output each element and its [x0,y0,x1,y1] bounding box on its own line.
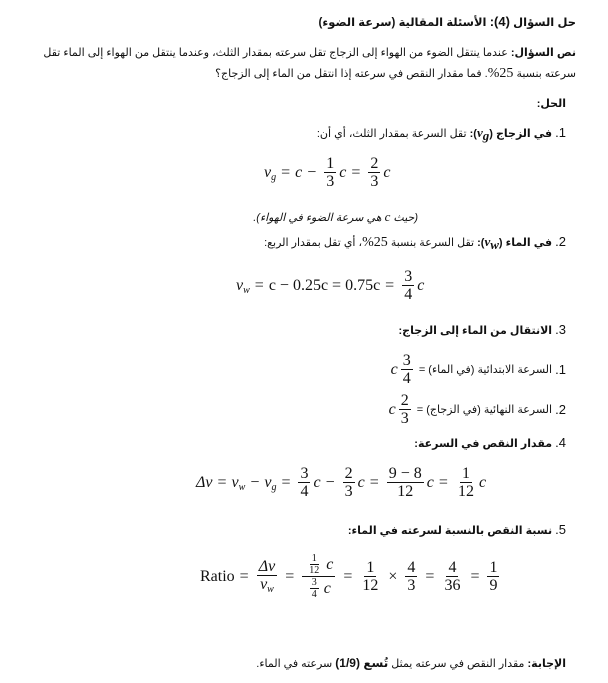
equation-delta-v: Δv = v w − v g = $\frac{3}{4}$ c − $\frac{2}{3}$ c = $\frac{9 - 8}{12}$ c = $\frac{1}{12}$ c [196,465,487,500]
step-5-number: 5. [555,522,566,537]
equation-vg: v g = c − $\frac{1}{3}$ c = $\frac{2}{3}$ c [264,155,391,190]
step-4-heading [414,435,566,450]
step-1-var: $(v_g)$: [469,125,493,144]
step-4-title: مقدار النقص في السرعة: [414,438,553,450]
question-label: نص السؤال: [510,47,576,59]
step-3-heading [399,322,566,337]
answer-line [256,656,566,670]
step-1-title: في الزجاج [495,128,553,140]
answer-label: الإجابة: [527,658,566,670]
step-4-number: 4. [555,435,566,450]
step-1-text: تقل السرعة بمقدار الثلث، أي أن: [316,128,467,140]
step-3-item-1 [391,352,566,387]
step-2-text-after: ، أي تقل بمقدار الربع: [264,237,363,249]
step-5-title: نسبة النقص بالنسبة لسرعته في الماء: [347,525,553,537]
title-rest: الأسئلة المقالية (سرعة الضوء) [318,17,487,29]
step-5-heading [348,522,566,537]
step-1-number: 1. [555,125,566,140]
question-line-2 [215,66,576,82]
step-3-title: الانتقال من الماء إلى الزجاج: [398,325,553,337]
question-text-2b: . فما مقدار النقص في سرعته إذا انتقل من الماء إلى الزجاج؟ [215,68,488,80]
solution-label: الحل: [536,98,566,110]
fraction-two-thirds: $\frac{2}{3}$ [370,155,379,190]
page-title [319,14,576,29]
title-prefix: حل السؤال [513,17,576,29]
fraction-one-third: $\frac{1}{3}$ [326,155,335,190]
item-1-value: c $\frac{3}{4}$ [390,352,411,387]
equation-ratio: Ratio = $\frac{\Delta v}{vw}$ = $\frac{1}{12}$ c $\frac{3}{4}$ c = $\frac{1}{12}$ × $\frac{4}{3}$ = $\frac{4}{36}$ = $\frac{1}{9}$ [200,553,498,600]
step-2-title: في الماء [505,237,553,249]
equation-vw: v w = c − 0.25c = 0.75c = $\frac{3}{4}$ c [236,268,425,303]
step-1-note: (حيث c هي سرعة الضوء في الهواء). [253,209,418,224]
item-1-text: السرعة الابتدائية (في الماء) = [418,364,553,376]
step-3-number: 3. [555,322,566,337]
fraction-three-quarters: $\frac{3}{4}$ [404,268,413,303]
answer-text-after: سرعته في الماء. [256,658,333,670]
title-number: (4): [489,14,510,29]
item-1-number: 1. [555,362,566,377]
answer-text-before: مقدار النقص في سرعته يمثل [391,658,525,670]
question-text-2a: سرعته بنسبة [516,68,576,80]
step-2-var: $(v_w)$: [477,234,503,253]
step-1-heading [317,125,566,144]
step-2-heading [264,234,566,253]
question-percent: 25% [487,66,514,81]
answer-fraction: تُسع (1/9) [335,656,389,670]
item-2-value: c $\frac{2}{3}$ [388,392,409,427]
step-2-text: تقل السرعة بنسبة [390,237,475,249]
item-2-text: السرعة النهائية (في الزجاج) = [416,404,553,416]
step-3-item-2 [389,392,566,427]
step-2-number: 2. [555,234,566,249]
item-2-number: 2. [555,402,566,417]
step-2-percent: 25% [362,235,388,250]
question-text-1: عندما ينتقل الضوء من الهواء إلى الزجاج تقل سرعته بمقدار الثلث، وعندما ينتقل من الهواء إلى الماء تقل [43,47,508,59]
question-line-1 [43,46,576,59]
